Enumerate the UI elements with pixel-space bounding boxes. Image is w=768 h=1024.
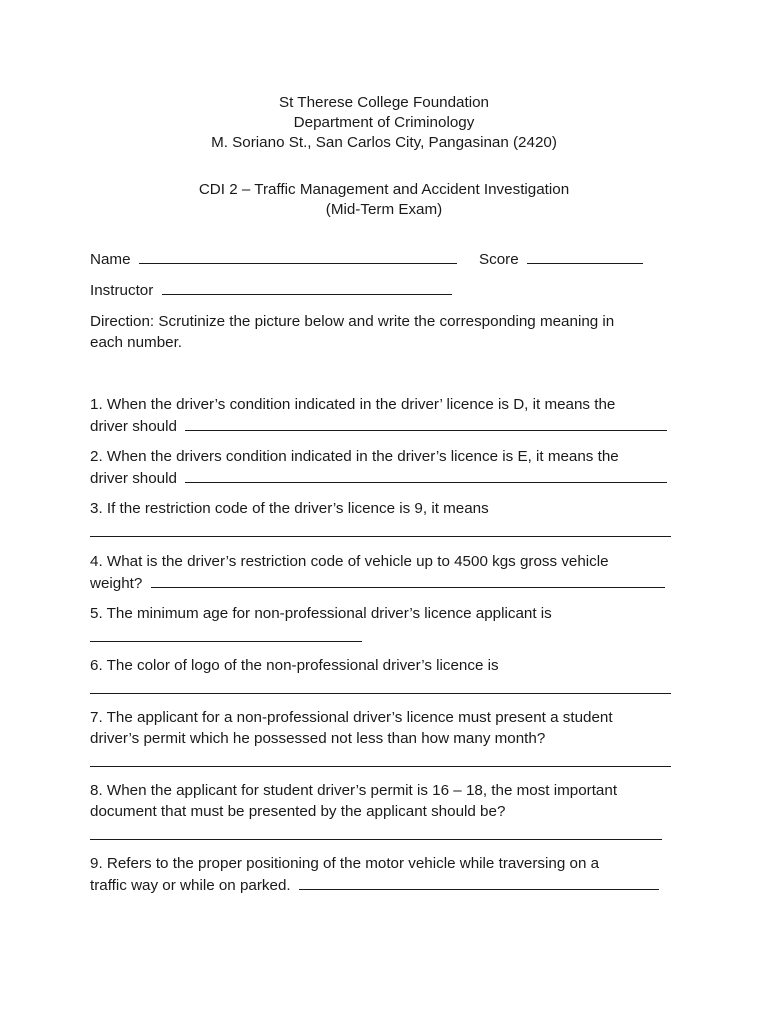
document-header [0,93,768,153]
direction-line-2: each number. [90,334,183,351]
question-6 [90,655,670,694]
question-text: traffic way or while on parked. [90,877,291,894]
question-text: 8. When the applicant for student driver’s permit is 16 – 18, the most important [90,782,618,799]
score-field[interactable] [527,248,643,264]
question-7 [90,707,670,767]
name-score-row [90,248,643,270]
question-text: 2. When the drivers condition indicated in the driver’s licence is E, it means the [90,448,619,465]
instructor-label: Instructor [90,282,154,299]
exam-title [0,180,768,220]
instructor-field[interactable] [162,279,452,295]
question-8 [90,780,670,840]
score-label: Score [478,251,519,268]
instructor-row [90,279,452,301]
question-4 [90,551,670,594]
question-text: driver should [90,470,177,487]
answer-field[interactable] [185,467,667,483]
course-title: CDI 2 – Traffic Management and Accident Investigation [198,181,570,198]
answer-field[interactable] [90,693,671,694]
question-text: driver’s permit which he possessed not less than how many month? [90,730,546,747]
question-9 [90,853,670,896]
question-text: 9. Refers to the proper positioning of the motor vehicle while traversing on a [90,855,600,872]
department-name: Department of Criminology [293,114,475,131]
name-field[interactable] [139,248,457,264]
exam-type: (Mid-Term Exam) [325,201,443,218]
question-text: weight? [90,575,143,592]
question-text: 4. What is the driver’s restriction code of vehicle up to 4500 kgs gross vehicle [90,553,609,570]
question-3 [90,498,670,537]
question-text: 6. The color of logo of the non-professional driver’s licence is [90,657,499,674]
question-text: 1. When the driver’s condition indicated in the driver’ licence is D, it means the [90,396,616,413]
question-text: 3. If the restriction code of the driver’s licence is 9, it means [90,500,489,517]
institution-address: M. Soriano St., San Carlos City, Pangasinan (2420) [211,134,557,151]
question-5 [90,603,670,642]
answer-field[interactable] [151,572,665,588]
direction-line-1: Direction: Scrutinize the picture below and write the corresponding meaning in [90,313,615,330]
question-2 [90,446,670,489]
answer-field[interactable] [90,641,362,642]
answer-field[interactable] [90,839,662,840]
question-text: 5. The minimum age for non-professional driver’s licence applicant is [90,605,552,622]
answer-field[interactable] [299,874,659,890]
question-text: driver should [90,418,177,435]
institution-name: St Therese College Foundation [279,94,489,111]
question-text: document that must be presented by the applicant should be? [90,803,506,820]
question-text: 7. The applicant for a non-professional driver’s licence must present a student [90,709,613,726]
name-label: Name [90,251,131,268]
question-1 [90,394,670,437]
direction [90,311,670,353]
answer-field[interactable] [90,766,671,767]
answer-field[interactable] [185,415,667,431]
answer-field[interactable] [90,536,671,537]
